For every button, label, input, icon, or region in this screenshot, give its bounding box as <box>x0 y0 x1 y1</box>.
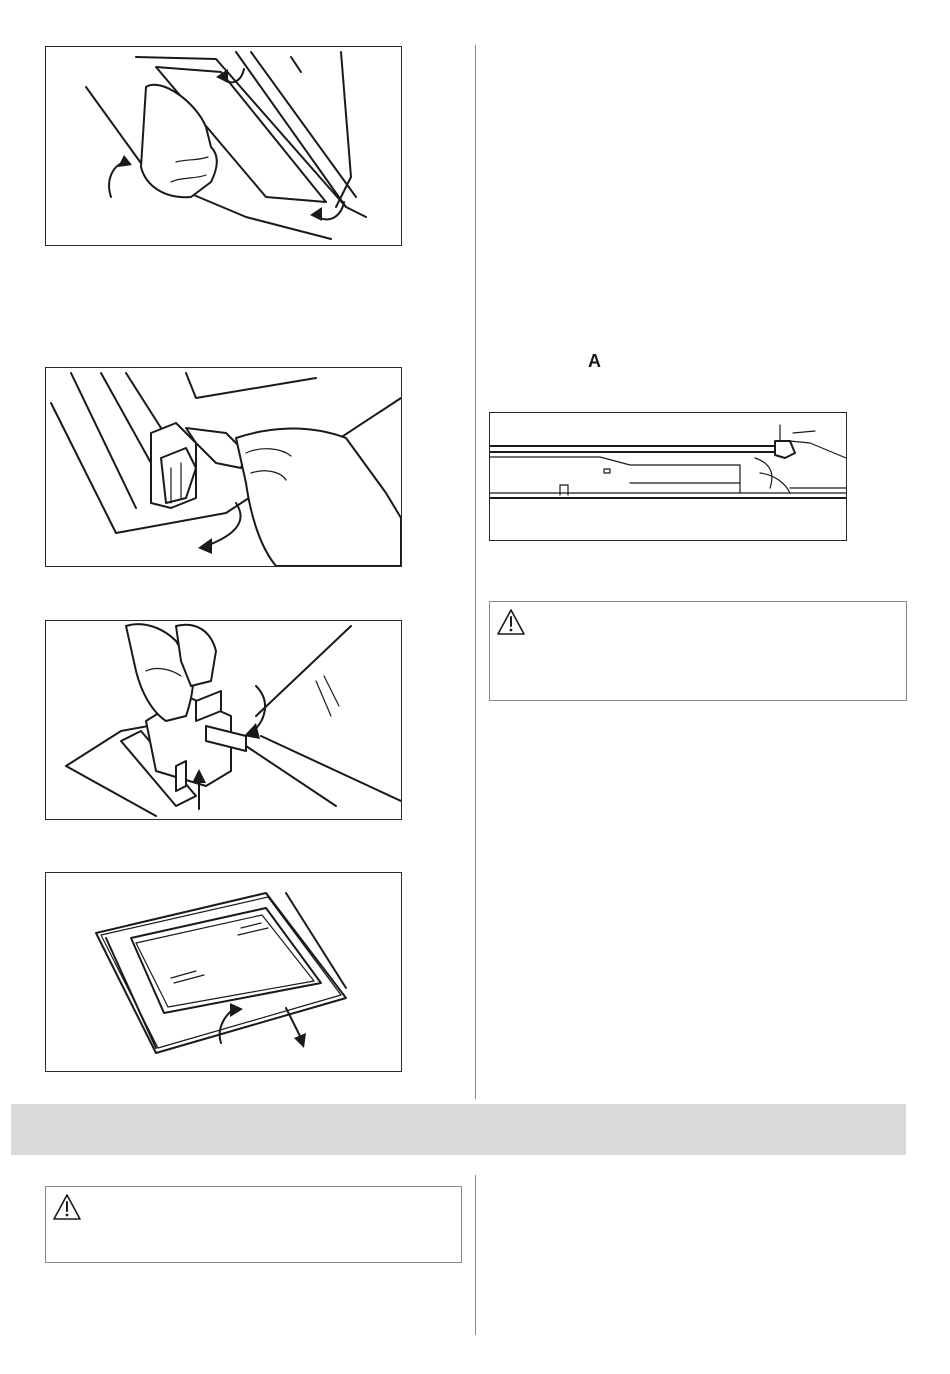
section-header-band <box>11 1104 906 1155</box>
door-edge-cross-section <box>489 412 847 541</box>
glass-panel-illustration <box>45 872 402 1072</box>
clip-release-illustration <box>45 620 402 820</box>
door-lift-illustration <box>45 46 402 246</box>
warning-triangle-icon <box>52 1193 82 1221</box>
warning-box-right <box>489 601 907 701</box>
column-divider-top <box>475 45 476 1099</box>
column-divider-bottom <box>475 1175 476 1335</box>
hinge-lever-illustration <box>45 367 402 567</box>
warning-triangle-icon <box>496 608 526 636</box>
label-a: A <box>588 351 601 371</box>
warning-box-left <box>45 1186 462 1263</box>
